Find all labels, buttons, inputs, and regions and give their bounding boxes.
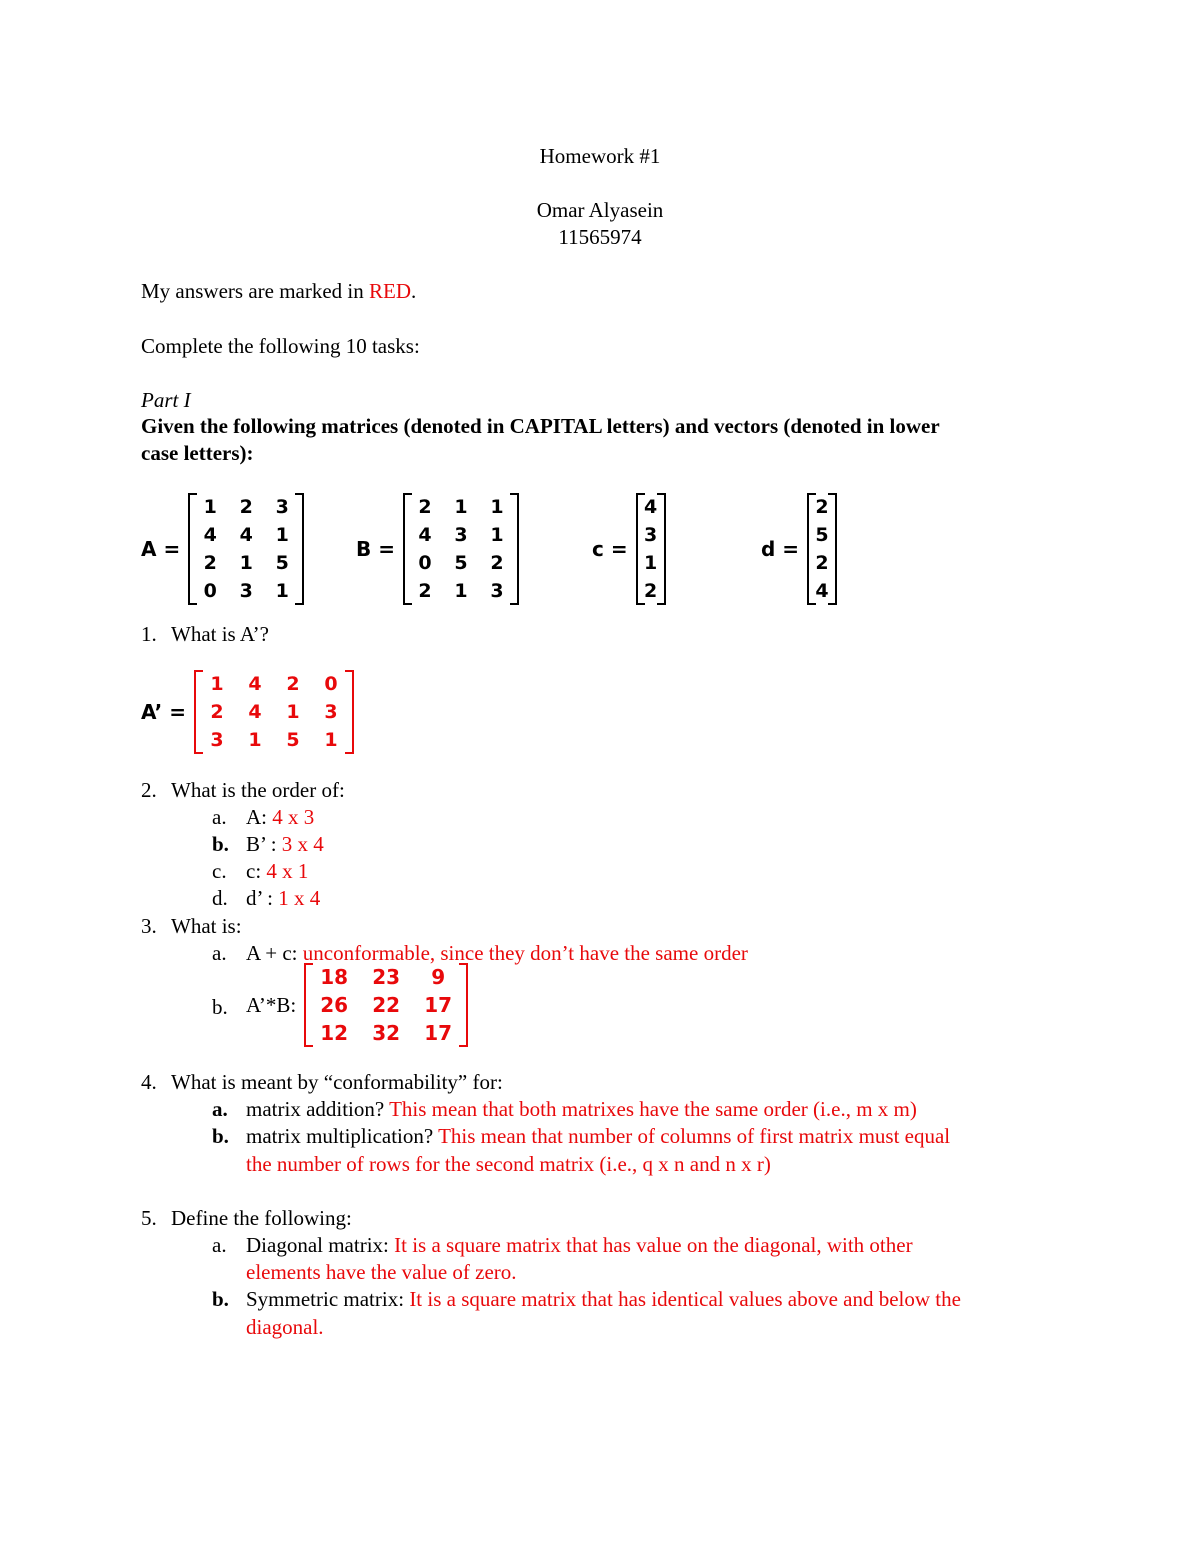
matrix-B-cell-r1-c3: 1 — [490, 496, 504, 518]
vector-d-cell-r4-c1: 4 — [815, 580, 829, 602]
transpose-A-grid — [198, 670, 350, 754]
question-5-text: Define the following: — [171, 1206, 352, 1230]
matrix-B-cell-r4-c2: 1 — [454, 580, 468, 602]
question-2-text: What is the order of: — [171, 778, 345, 802]
question-4a-letter: a. — [212, 1097, 228, 1121]
AtB-cell-r2-c3: 17 — [424, 993, 453, 1017]
matrix-B-grid — [407, 493, 515, 605]
question-4b-item: matrix multiplication? This mean that number of columns of first matrix must equal — [246, 1124, 951, 1148]
question-2-item: A: 4 x 3 — [246, 805, 315, 829]
transpose-A-label: A’ = — [141, 700, 186, 724]
question-1-number: 1. — [141, 622, 157, 646]
transpose-A-cell-r1-c4: 0 — [324, 673, 338, 695]
vector-d — [761, 493, 837, 605]
matrix-A-cell-r3-c1: 2 — [203, 552, 217, 574]
question-4a-item: matrix addition? This mean that both matrixes have the same order (i.e., m x m) — [246, 1097, 917, 1121]
question-5a-item: Diagonal matrix: It is a square matrix that has value on the diagonal, with other — [246, 1233, 913, 1257]
AtB-cell-r1-c1: 18 — [320, 965, 349, 989]
AtB-cell-r3-c3: 17 — [424, 1021, 453, 1045]
transpose-A-cell-r3-c1: 3 — [210, 729, 224, 751]
matrix-A-cell-r4-c1: 0 — [203, 580, 217, 602]
transpose-A-cell-r2-c2: 4 — [248, 701, 262, 723]
matrix-B-cell-r1-c1: 2 — [418, 496, 432, 518]
matrix-A-cell-r1-c2: 2 — [239, 496, 253, 518]
matrix-B-cell-r3-c2: 5 — [454, 552, 468, 574]
question-2-item-letter: a. — [212, 805, 227, 829]
matrix-B-cell-r4-c3: 3 — [490, 580, 504, 602]
transpose-A-cell-r3-c4: 1 — [324, 729, 338, 751]
question-4b-answer-cont: the number of rows for the second matrix (i.e., q x n and n x r) — [246, 1152, 771, 1176]
AtB-cell-r1-c2: 23 — [372, 965, 401, 989]
question-4b-letter: b. — [212, 1124, 229, 1148]
vector-c-label: c = — [592, 537, 628, 561]
part-label: Part I — [141, 388, 191, 412]
question-3b-letter: b. — [212, 995, 228, 1019]
question-5b-item: Symmetric matrix: It is a square matrix that has identical values above and below the — [246, 1287, 961, 1311]
author-name: Omar Alyasein — [536, 198, 664, 222]
matrix-B-cell-r2-c3: 1 — [490, 524, 504, 546]
question-5a-letter: a. — [212, 1233, 227, 1257]
question-5b-answer-cont: diagonal. — [246, 1315, 324, 1339]
matrix-A-cell-r2-c3: 1 — [275, 524, 289, 546]
matrix-A-cell-r1-c1: 1 — [203, 496, 217, 518]
matrix-B — [356, 493, 519, 605]
matrix-B-cell-r3-c1: 0 — [418, 552, 432, 574]
AtB-label: A’*B: — [246, 992, 297, 1017]
matrix-A-label: A = — [141, 537, 181, 561]
matrix-A-cell-r4-c3: 1 — [275, 580, 289, 602]
matrix-A-cell-r1-c3: 3 — [275, 496, 289, 518]
homework-title: Homework #1 — [539, 144, 661, 168]
matrix-B-cell-r2-c2: 3 — [454, 524, 468, 546]
vector-d-cell-r2-c1: 5 — [815, 524, 829, 546]
question-2-item-letter: c. — [212, 859, 227, 883]
question-5b-letter: b. — [212, 1287, 229, 1311]
question-3-number: 3. — [141, 914, 157, 938]
transpose-A-cell-r3-c2: 1 — [248, 729, 262, 751]
matrix-A-cell-r2-c2: 4 — [239, 524, 253, 546]
question-2-item-letter: b. — [212, 832, 229, 856]
vector-d-cell-r3-c1: 2 — [815, 552, 829, 574]
question-3-text: What is: — [171, 914, 242, 938]
tasks-instruction: Complete the following 10 tasks: — [141, 334, 420, 358]
transpose-A-cell-r1-c1: 1 — [210, 673, 224, 695]
question-5-number: 5. — [141, 1206, 157, 1230]
matrix-B-cell-r3-c3: 2 — [490, 552, 504, 574]
matrix-A — [141, 493, 304, 605]
matrix-A-cell-r3-c3: 5 — [275, 552, 289, 574]
vector-d-label: d = — [761, 537, 800, 561]
question-4-text: What is meant by “conformability” for: — [171, 1070, 503, 1094]
answer-transpose-A — [141, 670, 354, 754]
AtB-cell-r2-c1: 26 — [320, 993, 349, 1017]
matrix-A-cell-r4-c2: 3 — [239, 580, 253, 602]
AtB-cell-r3-c1: 12 — [320, 1021, 349, 1045]
transpose-A-cell-r2-c4: 3 — [324, 701, 338, 723]
answers-note: My answers are marked in RED. — [141, 279, 417, 303]
given-line-1: Given the following matrices (denoted in CAPITAL letters) and vectors (denoted in lower — [141, 414, 940, 438]
vector-c-cell-r1-c1: 4 — [643, 496, 658, 518]
student-id: 11565974 — [558, 225, 642, 249]
vector-c-cell-r2-c1: 3 — [643, 524, 658, 546]
question-4-number: 4. — [141, 1070, 157, 1094]
matrix-A-cell-r2-c1: 4 — [203, 524, 217, 546]
question-3a-letter: a. — [212, 941, 227, 965]
answer-AtB — [246, 963, 468, 1047]
transpose-A-cell-r2-c1: 2 — [210, 701, 224, 723]
matrix-B-cell-r2-c1: 4 — [418, 524, 432, 546]
question-2-item: B’ : 3 x 4 — [246, 832, 324, 856]
vector-c — [592, 493, 666, 605]
AtB-grid — [308, 963, 464, 1047]
question-2-item: c: 4 x 1 — [246, 859, 309, 883]
matrix-B-label: B = — [356, 537, 395, 561]
AtB-cell-r3-c2: 32 — [372, 1021, 401, 1045]
matrix-A-grid — [192, 493, 300, 605]
vector-d-grid — [811, 493, 833, 605]
matrix-B-cell-r4-c1: 2 — [418, 580, 432, 602]
question-2-item: d’ : 1 x 4 — [246, 886, 321, 910]
question-2-number: 2. — [141, 778, 157, 802]
vector-c-cell-r4-c1: 2 — [643, 580, 658, 602]
transpose-A-cell-r1-c2: 4 — [248, 673, 262, 695]
question-1-text: What is A’? — [171, 622, 269, 646]
transpose-A-cell-r1-c3: 2 — [286, 673, 300, 695]
question-5a-answer-cont: elements have the value of zero. — [246, 1260, 517, 1284]
transpose-A-cell-r3-c3: 5 — [286, 729, 300, 751]
matrix-A-cell-r3-c2: 1 — [239, 552, 253, 574]
question-2-item-letter: d. — [212, 886, 228, 910]
vector-c-grid — [640, 493, 662, 605]
vector-c-cell-r3-c1: 1 — [643, 552, 658, 574]
transpose-A-cell-r2-c3: 1 — [286, 701, 300, 723]
AtB-cell-r2-c2: 22 — [372, 993, 401, 1017]
given-line-2: case letters): — [141, 441, 254, 465]
matrix-B-cell-r1-c2: 1 — [454, 496, 468, 518]
question-3a-item: A + c: unconformable, since they don’t have the same order — [246, 941, 748, 965]
vector-d-cell-r1-c1: 2 — [815, 496, 829, 518]
AtB-cell-r1-c3: 9 — [431, 965, 446, 989]
